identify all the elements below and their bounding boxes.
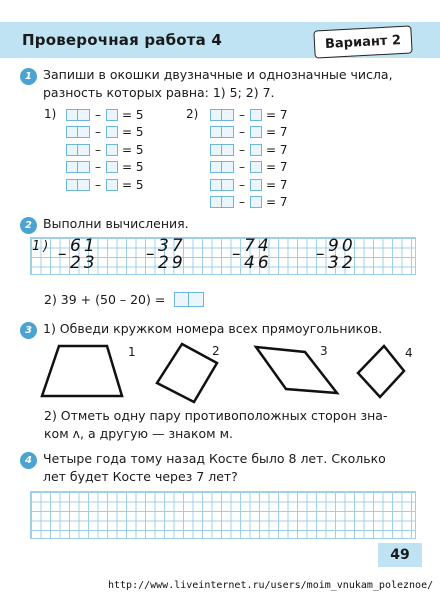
digit-box[interactable] <box>222 109 234 121</box>
digit-box[interactable] <box>250 161 262 173</box>
task-2-number: 2 <box>20 217 37 234</box>
minus-sign: – <box>95 107 101 122</box>
digit-box[interactable] <box>66 144 78 156</box>
digit-box[interactable] <box>78 109 90 121</box>
minus-sign: – <box>146 244 158 264</box>
subtrahend: 29 <box>158 253 186 273</box>
equation-row <box>210 194 288 212</box>
digit-box[interactable] <box>250 144 262 156</box>
subtraction-column <box>146 238 186 272</box>
equation-row <box>210 124 288 142</box>
subtrahend: 32 <box>328 253 356 273</box>
digit-box[interactable] <box>210 126 222 138</box>
digit-box[interactable] <box>66 161 78 173</box>
digit-box[interactable] <box>222 196 234 208</box>
task-4-number: 4 <box>20 452 37 469</box>
shape-label-1: 1 <box>128 345 136 359</box>
task-1-text-line1: Запиши в окошки двузначные и однозначные числа, <box>43 67 393 82</box>
minus-sign: – <box>239 107 245 122</box>
minus-sign: – <box>95 142 101 157</box>
task-1-number: 1 <box>20 68 37 85</box>
digit-box[interactable] <box>210 109 222 121</box>
minus-sign: – <box>239 160 245 175</box>
page-title: Проверочная работа 4 <box>22 31 223 49</box>
task-1-col2 <box>210 106 288 211</box>
digit-box[interactable] <box>66 179 78 191</box>
minuend: 90 <box>328 236 356 256</box>
shape-label-3: 3 <box>320 344 328 358</box>
digit-box[interactable] <box>210 196 222 208</box>
digit-box[interactable] <box>250 126 262 138</box>
answer-box[interactable] <box>189 292 204 307</box>
equation-result: = 5 <box>122 142 144 157</box>
minus-sign: – <box>316 244 328 264</box>
shape-square-tilted <box>358 346 404 397</box>
task-2-answer-boxes <box>174 292 204 311</box>
task-2-part2-expression: 2) 39 + (50 – 20) = <box>44 292 166 307</box>
subtraction-column <box>316 238 356 272</box>
digit-box[interactable] <box>106 144 118 156</box>
digit-box[interactable] <box>222 126 234 138</box>
equation-result: = 7 <box>266 195 288 210</box>
shape-trapezoid <box>42 346 122 396</box>
minus-sign: – <box>239 195 245 210</box>
digit-box[interactable] <box>250 109 262 121</box>
answer-box[interactable] <box>174 292 189 307</box>
minus-sign: – <box>239 177 245 192</box>
equation-result: = 7 <box>266 160 288 175</box>
page-number: 49 <box>378 543 422 567</box>
subtrahend: 23 <box>70 253 98 273</box>
task-1-col1-label: 1) <box>44 107 57 121</box>
minus-sign: – <box>58 244 70 264</box>
digit-box[interactable] <box>106 109 118 121</box>
task-4-text-line1: Четыре года тому назад Косте было 8 лет. Сколько <box>43 451 386 466</box>
task-1-text-line2: разность которых равна: 1) 5; 2) 7. <box>43 85 275 100</box>
equation-result: = 5 <box>122 125 144 140</box>
digit-box[interactable] <box>78 161 90 173</box>
equation-row <box>66 141 144 159</box>
equation-result: = 7 <box>266 107 288 122</box>
equation-row <box>66 106 144 124</box>
shape-label-4: 4 <box>405 346 413 360</box>
digit-box[interactable] <box>66 126 78 138</box>
task-4-text-line2: лет будет Косте через 7 лет? <box>43 469 238 484</box>
subtraction-column <box>58 238 98 272</box>
calc-part1-label: 1) <box>32 239 52 254</box>
task-1-col2-label: 2) <box>186 107 199 121</box>
minus-sign: – <box>95 125 101 140</box>
digit-box[interactable] <box>222 161 234 173</box>
equation-row <box>66 176 144 194</box>
subtrahend: 46 <box>244 253 272 273</box>
answer-grid[interactable] <box>30 491 416 539</box>
task-3-text-line1: 1) Обведи кружком номера всех прямоугольников. <box>43 321 383 336</box>
minus-sign: – <box>232 244 244 264</box>
equation-row <box>210 176 288 194</box>
equation-row <box>210 141 288 159</box>
digit-box[interactable] <box>222 144 234 156</box>
footer-url: http://www.liveinternet.ru/users/moim_vnukam_poleznoe/ <box>108 580 434 591</box>
digit-box[interactable] <box>250 196 262 208</box>
minuend: 37 <box>158 236 186 256</box>
digit-box[interactable] <box>210 161 222 173</box>
task-3-text-line3: ком ʌ, а другую — знаком м. <box>44 426 233 441</box>
variant-badge: Вариант 2 <box>313 25 412 58</box>
minus-sign: – <box>95 177 101 192</box>
shapes-figure <box>0 336 440 412</box>
task-3-text-line2: 2) Отметь одну пару противоположных сторон зна- <box>44 408 388 423</box>
equation-result: = 7 <box>266 142 288 157</box>
digit-box[interactable] <box>106 126 118 138</box>
digit-box[interactable] <box>250 179 262 191</box>
digit-box[interactable] <box>78 144 90 156</box>
equation-result: = 7 <box>266 125 288 140</box>
digit-box[interactable] <box>78 179 90 191</box>
digit-box[interactable] <box>106 179 118 191</box>
digit-box[interactable] <box>222 179 234 191</box>
minus-sign: – <box>239 125 245 140</box>
equation-result: = 5 <box>122 177 144 192</box>
equation-result: = 5 <box>122 107 144 122</box>
digit-box[interactable] <box>78 126 90 138</box>
digit-box[interactable] <box>210 144 222 156</box>
minus-sign: – <box>95 160 101 175</box>
digit-box[interactable] <box>210 179 222 191</box>
minus-sign: – <box>239 142 245 157</box>
equation-row <box>210 159 288 177</box>
task-3-number: 3 <box>20 322 37 339</box>
shape-label-2: 2 <box>212 344 220 358</box>
shape-rectangle-tilted <box>157 344 217 402</box>
task-1-col1 <box>66 106 144 194</box>
equation-row <box>210 106 288 124</box>
task-2-title: Выполни вычисления. <box>43 216 189 231</box>
equation-row <box>66 159 144 177</box>
digit-box[interactable] <box>106 161 118 173</box>
equation-result: = 7 <box>266 177 288 192</box>
digit-box[interactable] <box>66 109 78 121</box>
minuend: 74 <box>244 236 272 256</box>
equation-result: = 5 <box>122 160 144 175</box>
subtraction-column <box>232 238 272 272</box>
equation-row <box>66 124 144 142</box>
minuend: 61 <box>70 236 98 256</box>
